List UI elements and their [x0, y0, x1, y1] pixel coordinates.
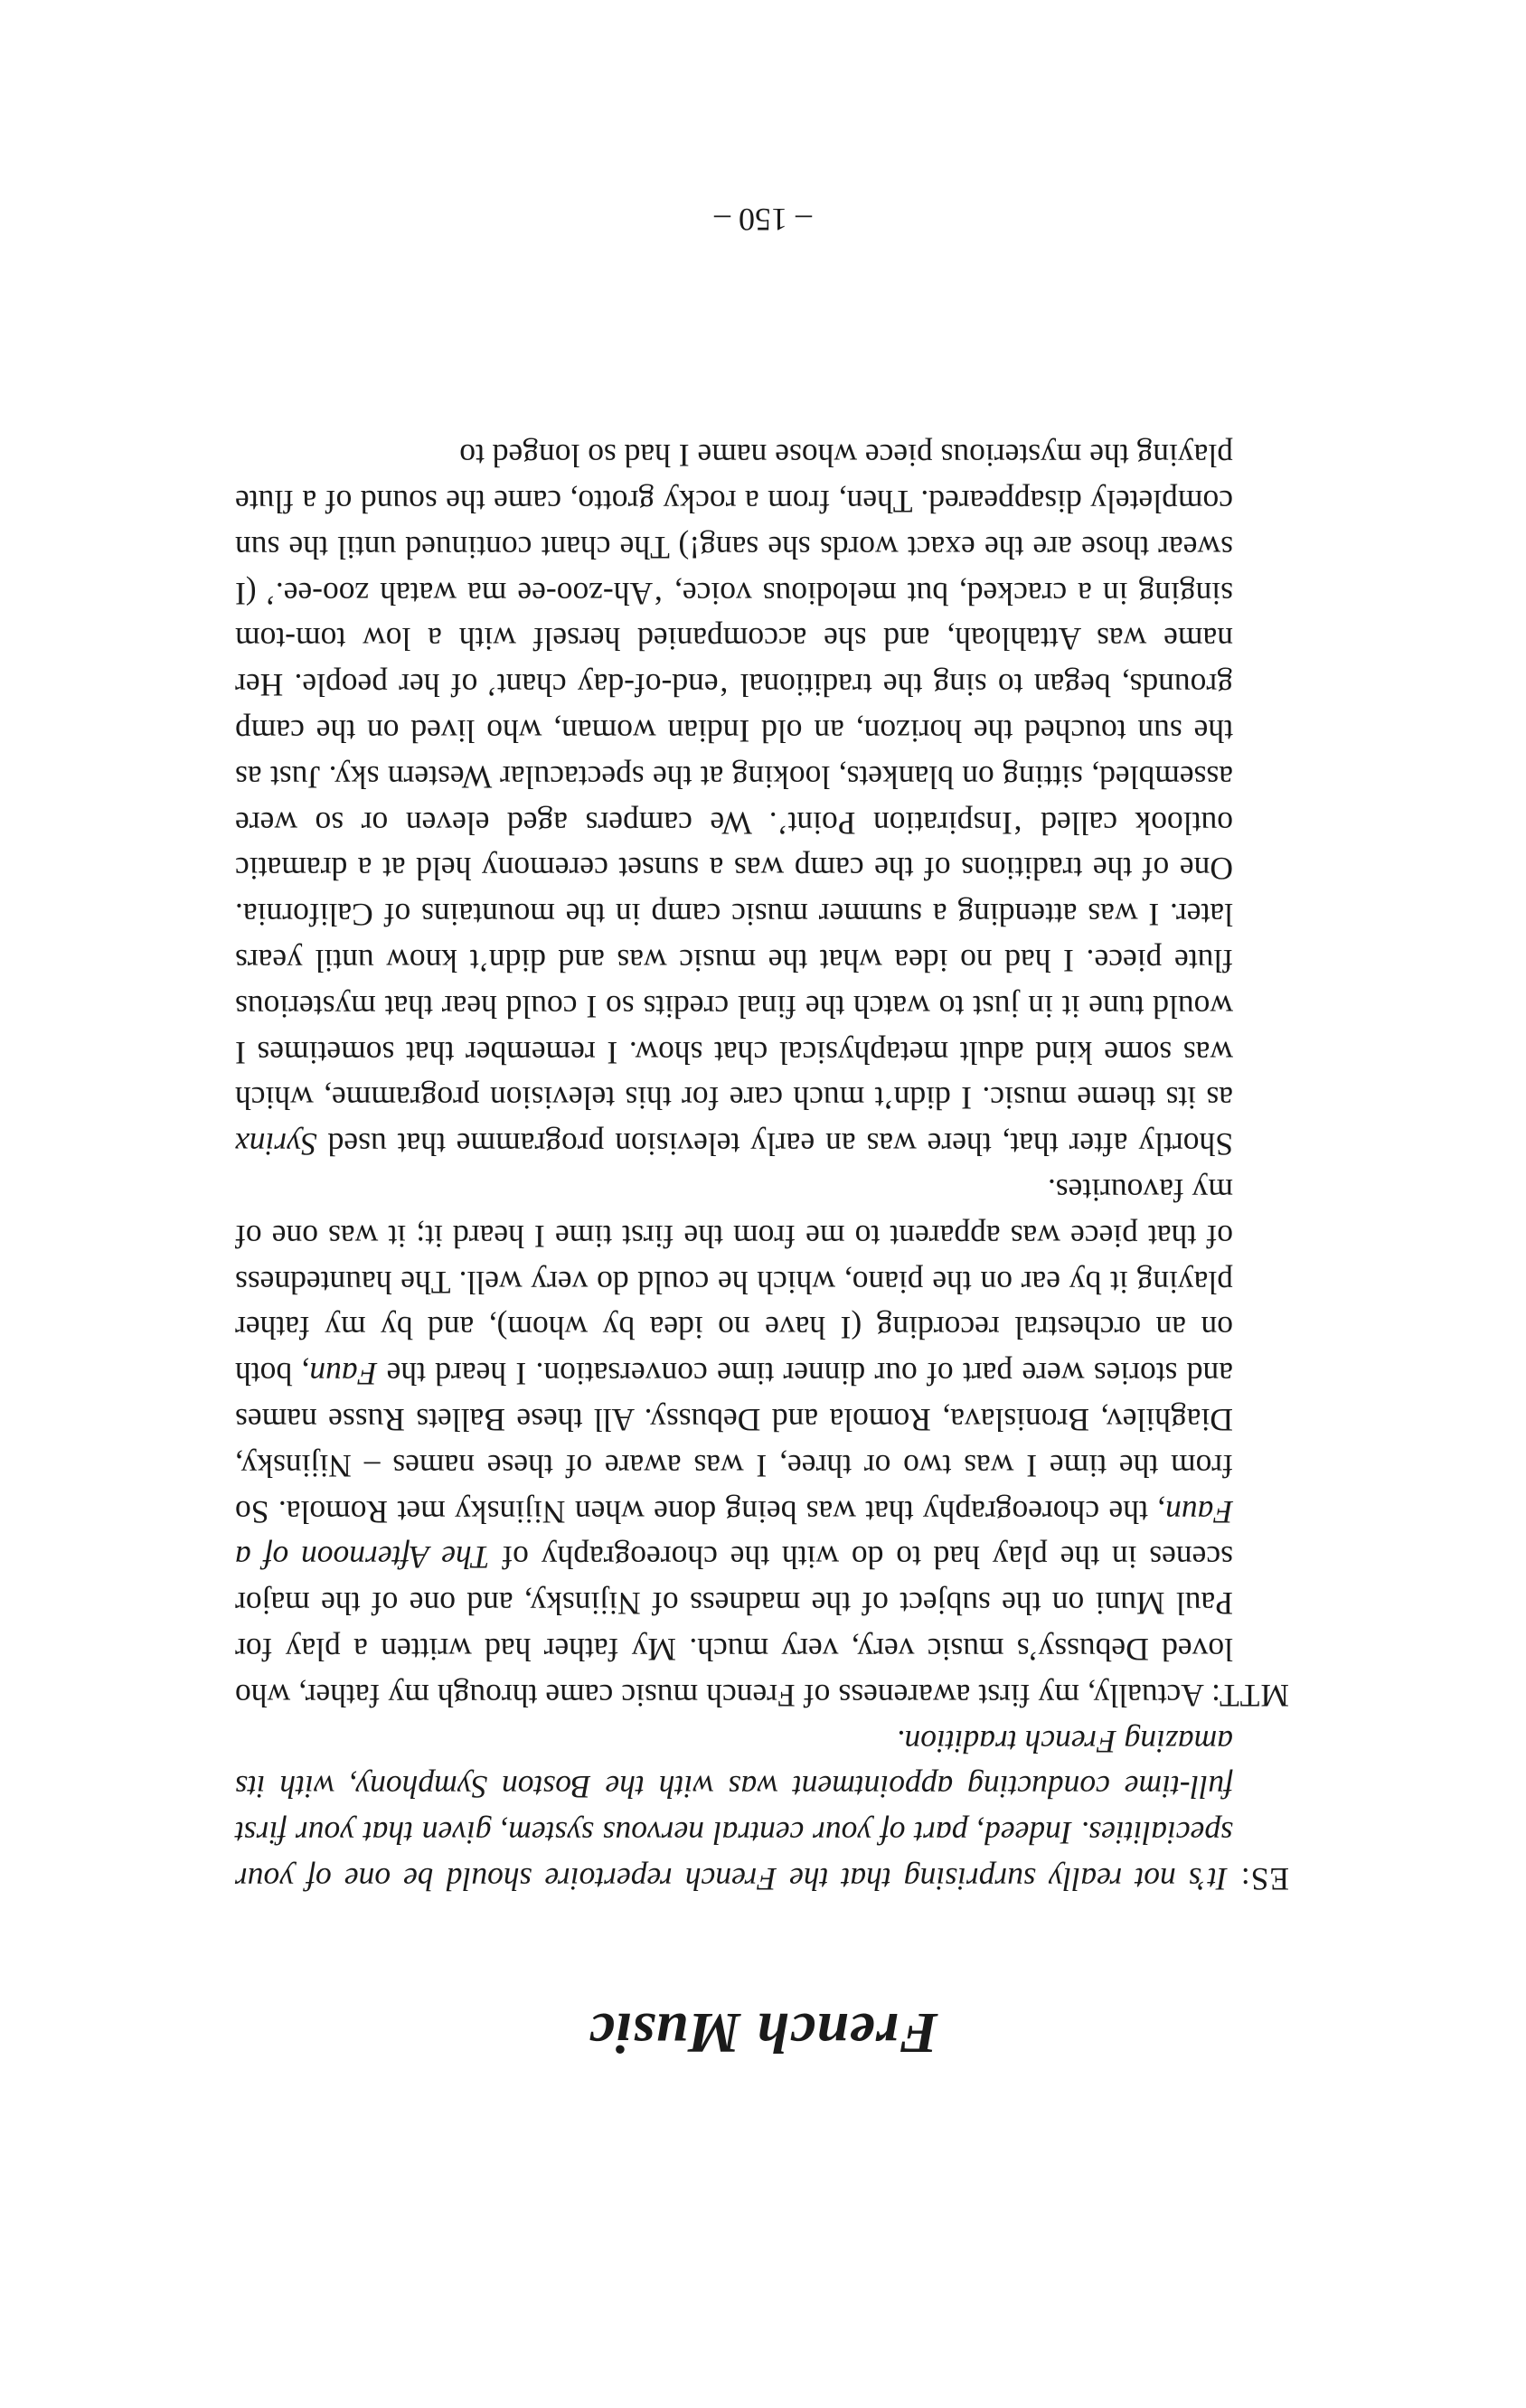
- answer-text-part3: , both on an orchestral recording (I have no idea by whom), and by my father playing it by ear on the piano, which he could do very well. The hauntedness of that piece was apparent to me from the first time I heard it; it was one of my favourites.: [235, 1172, 1233, 1393]
- page-number: – 150 –: [714, 202, 812, 238]
- page-body: [235, 433, 1289, 1903]
- speaker-label-mtt: MTT:: [1210, 1677, 1289, 1714]
- work-title-syrinx: Syrinx: [235, 1126, 317, 1163]
- work-title-afternoon-of-a-faun: The Afternoon of a Faun: [235, 1493, 1233, 1576]
- interview-answer: [235, 1167, 1289, 1718]
- paragraph-2-text-part2: as its theme music. I didn’t much care for this television programme, which was some kind adult metaphysical chat show. I remember that sometimes I would tune it in just to watch the final credits so I could hear that mysterious flute piece. I had no idea what the music was and didn’t know until years later. I was attending a summer music camp in the mountains of California. One of the traditions of the camp was a sunset ceremony held at a dramatic outlook called ‘Inspiration Point’. We campers aged eleven or so were assembled, sitting on blankets, looking at the spectacular Western sky. Just as the sun touched the horizon, an old Indian woman, who lived on the camp grounds, began to sing the traditional ‘end-of-day chant’ of her people. Her name was Attahloah, and she accompanied herself with a low tom-tom singing in a cracked, but melodious voice, ‘Ah-zoo-ee ma watah zoo-ee.’ (I swear those are the exact words she sang!) The chant continued until the sun completely disappeared. Then, from a rocky grotto, came the sound of a flute playing the mysterious piece whose name I had so longed to: [235, 437, 1233, 1117]
- interview-question: [235, 1718, 1289, 1902]
- chapter-title: French Music: [588, 2001, 938, 2065]
- speaker-label-es: ES:: [1239, 1861, 1289, 1897]
- answer-text-part1: Actually, my first awareness of French music came through my father, who loved Debussy’s music very, very much. My father had written a play for Paul Muni on the subject of the madness of Nijinsky, and one of the major scenes in the play had to do with the choreography of: [235, 1539, 1233, 1714]
- work-title-faun: Faun: [309, 1356, 378, 1393]
- answer-text-part2: , the choreography that was being done when Nijinsky met Romola. So from the time I was two or three, I was aware of these names – Nijinsky, Diaghilev, Bronislava, Romola and Debussy. All these Ballets Russe names and stories were part of our dinner time conversation. I heard the: [235, 1356, 1233, 1530]
- question-text: It’s not really surprising that the French repertoire should be one of your specialities. Indeed, part of your central nervous system, given that your first full-time conducting appointment was with the Boston Symphony, with its amazing French tradition.: [234, 1723, 1233, 1897]
- answer-paragraph-2: [235, 433, 1289, 1168]
- paragraph-2-text-part1: Shortly after that, there was an early television programme that used: [316, 1126, 1233, 1163]
